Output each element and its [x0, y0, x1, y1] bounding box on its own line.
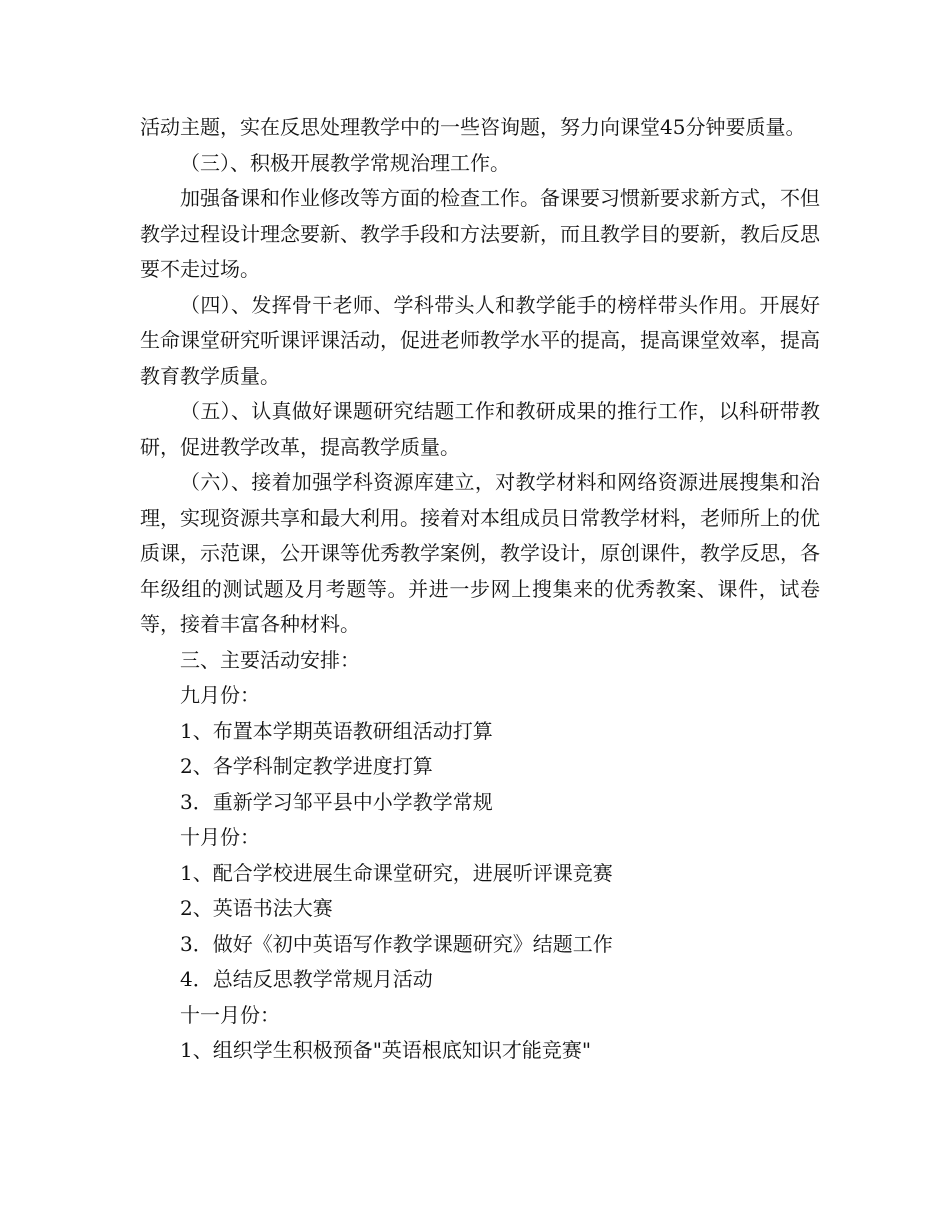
- list-item: 2、英语书法大赛: [180, 896, 333, 920]
- list-item: 2、各学科制定教学进度打算: [180, 754, 433, 778]
- month-label-october: 十月份：: [180, 825, 260, 849]
- list-item: 4．总结反思教学常规月活动: [180, 967, 433, 991]
- section-heading-six: （六）、接着加强学科资源库建立，对教学材料和网络资源进展搜集和治理，实现资源共享和最大利用。接着对本组成员日常教学材料，老师所上的优质课，示范课，公开课等优秀教学案例，教学设计，原创课件，教学反思，各年级组的测试题及月考题等。并进一步网上搜集来的优秀教案、课件，试卷等，接着丰富各种材料。: [140, 470, 820, 636]
- list-item: 1、布置本学期英语教研组活动打算: [180, 718, 493, 743]
- schedule-heading: 三、主要活动安排：: [180, 647, 360, 672]
- list-item: 3．重新学习邹平县中小学教学常规: [180, 789, 493, 814]
- month-label-september: 九月份：: [180, 683, 260, 707]
- section-heading-five: （五）、认真做好课题研究结题工作和教研成果的推行工作，以科研带教研，促进教学改革，提高教学质量。: [140, 399, 820, 459]
- section-heading-three: （三）、积极开展教学常规治理工作。: [180, 150, 510, 175]
- paragraph-continued: 活动主题，实在反思处理教学中的一些咨询题，努力向课堂45分钟要质量。: [140, 115, 806, 139]
- list-item: 1、配合学校进展生命课堂研究，进展听评课竞赛: [180, 860, 613, 885]
- list-item: 1、组织学生积极预备"英语根底知识才能竞赛": [180, 1038, 592, 1062]
- list-item: 3．做好《初中英语写作教学课题研究》结题工作: [180, 931, 613, 956]
- section-heading-four: （四）、发挥骨干老师、学科带头人和教学能手的榜样带头作用。开展好生命课堂研究听课评课活动，促进老师教学水平的提高，提高课堂效率，提高教育教学质量。: [140, 292, 820, 388]
- month-label-november: 十一月份：: [180, 1002, 280, 1027]
- document-body: [140, 110, 820, 1069]
- paragraph-lesson-prep: 加强备课和作业修改等方面的检查工作。备课要习惯新要求新方式，不但教学过程设计理念要新、教学手段和方法要新，而且教学目的要新，教后反思要不走过场。: [140, 186, 820, 281]
